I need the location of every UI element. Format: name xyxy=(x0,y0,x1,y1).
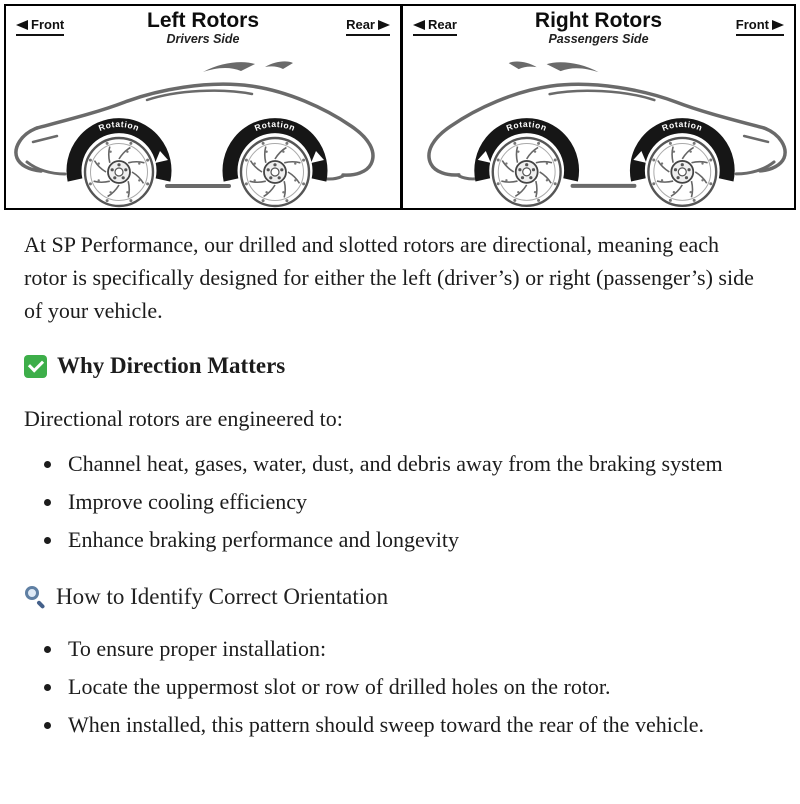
list-item: • When installed, this pattern should sweep toward the rear of the vehicle. xyxy=(64,708,766,741)
orientation-list xyxy=(24,632,766,741)
identify-heading xyxy=(24,580,766,615)
why-direction-heading xyxy=(24,349,766,384)
right-car-illustration xyxy=(403,56,794,208)
why-direction-title: Why Direction Matters xyxy=(57,353,286,378)
front-rotor-icon xyxy=(74,119,168,206)
rear-direction-label xyxy=(413,17,457,36)
rear-direction-label xyxy=(346,17,390,36)
list-item: • Enhance braking performance and longevity xyxy=(64,523,766,556)
identify-title: How to Identify Correct Orientation xyxy=(56,583,389,609)
panel-subtitle: Passengers Side xyxy=(548,32,649,47)
benefits-list xyxy=(24,447,766,556)
front-rotor-icon xyxy=(478,119,572,206)
left-car-illustration xyxy=(6,56,400,208)
svg-text:Rotation: Rotation xyxy=(660,118,705,133)
arrow-left-icon xyxy=(413,20,425,30)
rear-label-text: Rear xyxy=(346,17,375,32)
arrow-right-icon xyxy=(772,20,784,30)
left-panel-header xyxy=(6,10,400,56)
list-item: • To ensure proper installation: xyxy=(64,632,766,665)
svg-text:Rotation: Rotation xyxy=(97,118,141,133)
svg-text:Rotation: Rotation xyxy=(504,118,549,133)
front-direction-label xyxy=(16,17,64,36)
magnifier-icon xyxy=(24,585,47,608)
panel-title: Left Rotors xyxy=(147,9,259,32)
list-item: • Channel heat, gases, water, dust, and debris away from the braking system xyxy=(64,447,766,480)
arrow-right-icon xyxy=(378,20,390,30)
article-body xyxy=(0,210,800,741)
check-icon xyxy=(24,355,47,378)
rear-rotor-icon xyxy=(230,119,324,206)
front-label-text: Front xyxy=(31,17,65,32)
magnifier-lens xyxy=(25,586,39,600)
left-rotors-panel xyxy=(6,6,400,208)
front-direction-label xyxy=(736,17,784,36)
panel-subtitle: Drivers Side xyxy=(166,32,240,47)
engineered-lead: Directional rotors are engineered to: xyxy=(24,405,343,431)
rear-label-text: Rear xyxy=(428,17,457,32)
arrow-left-icon xyxy=(16,20,28,30)
magnifier-handle xyxy=(36,600,45,609)
rotor-direction-diagram xyxy=(4,4,796,210)
intro-paragraph: At SP Performance, our drilled and slotted rotors are directional, meaning each rotor is specifically designed for either the left (driver’s) or right (passenger’s) side of your vehicle. xyxy=(24,232,754,323)
list-item: • Improve cooling efficiency xyxy=(64,485,766,518)
front-label-text: Front xyxy=(735,17,769,32)
list-item: • Locate the uppermost slot or row of drilled holes on the rotor. xyxy=(64,670,766,703)
rear-rotor-icon xyxy=(633,119,727,206)
right-rotors-panel xyxy=(400,6,794,208)
panel-title: Right Rotors xyxy=(534,9,663,32)
svg-text:Rotation: Rotation xyxy=(253,118,297,133)
right-panel-header xyxy=(403,10,794,56)
